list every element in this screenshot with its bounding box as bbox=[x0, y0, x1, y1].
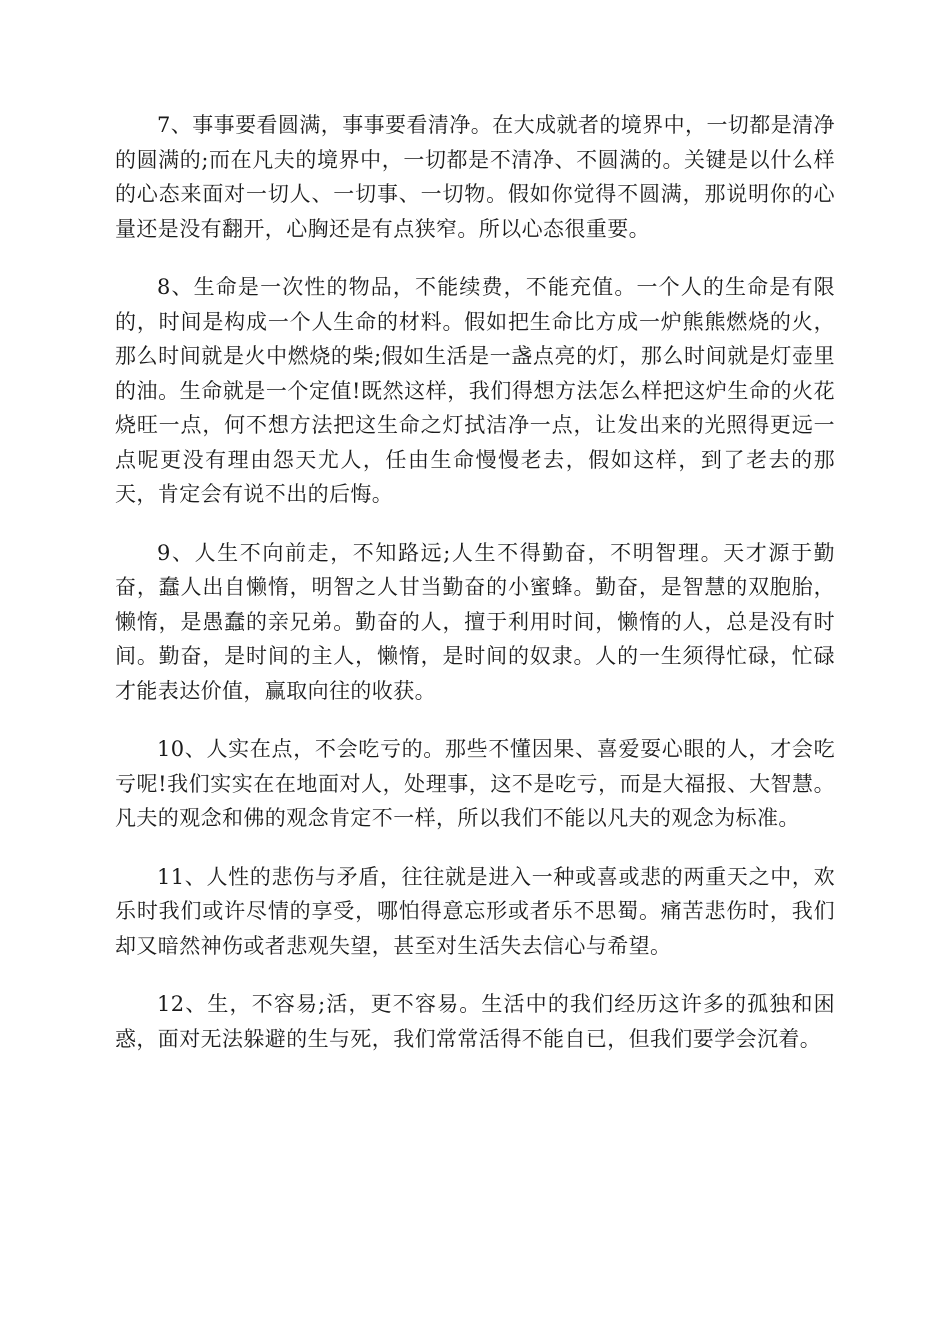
document-body bbox=[115, 108, 835, 1080]
paragraph-9: 9、人生不向前走，不知路远;人生不得勤奋，不明智理。天才源于勤奋，蠢人出自懒惰，明智之人甘当勤奋的小蜜蜂。勤奋，是智慧的双胞胎，懒惰，是愚蠢的亲兄弟。勤奋的人，擅于利用时间，懒惰的人，总是没有时间。勤奋，是时间的主人，懒惰，是时间的奴隶。人的一生须得忙碌，忙碌才能表达价值，赢取向往的收获。 bbox=[115, 540, 835, 703]
paragraph-8: 8、生命是一次性的物品，不能续费，不能充值。一个人的生命是有限的，时间是构成一个人生命的材料。假如把生命比方成一炉熊熊燃烧的火，那么时间就是火中燃烧的柴;假如生活是一盏点亮的灯，那么时间就是灯壶里的油。生命就是一个定值!既然这样，我们得想方法怎么样把这炉生命的火花烧旺一点，何不想方法把这生命之灯拭洁净一点，让发出来的光照得更远一点呢更没有理由怨天尤人，任由生命慢慢老去，假如这样，到了老去的那天，肯定会有说不出的后悔。 bbox=[115, 275, 835, 506]
paragraph-10: 10、人实在点，不会吃亏的。那些不懂因果、喜爱耍心眼的人，才会吃亏呢!我们实实在在地面对人，处理事，这不是吃亏，而是大福报、大智慧。凡夫的观念和佛的观念肯定不一样，所以我们不能以凡夫的观念为标准。 bbox=[115, 737, 835, 830]
paragraph-11: 11、人性的悲伤与矛盾，往往就是进入一种或喜或悲的两重天之中，欢乐时我们或许尽情的享受，哪怕得意忘形或者乐不思蜀。痛苦悲伤时，我们却又暗然神伤或者悲观失望，甚至对生活失去信心与希望。 bbox=[115, 864, 835, 958]
paragraph-7: 7、事事要看圆满，事事要看清净。在大成就者的境界中，一切都是清净的圆满的;而在凡夫的境界中，一切都是不清净、不圆满的。关键是以什么样的心态来面对一切人、一切事、一切物。假如你觉得不圆满，那说明你的心量还是没有翻开，心胸还是有点狭窄。所以心态很重要。 bbox=[115, 113, 835, 241]
paragraph-12: 12、生，不容易;活，更不容易。生活中的我们经历这许多的孤独和困惑，面对无法躲避的生与死，我们常常活得不能自已，但我们要学会沉着。 bbox=[115, 992, 835, 1051]
